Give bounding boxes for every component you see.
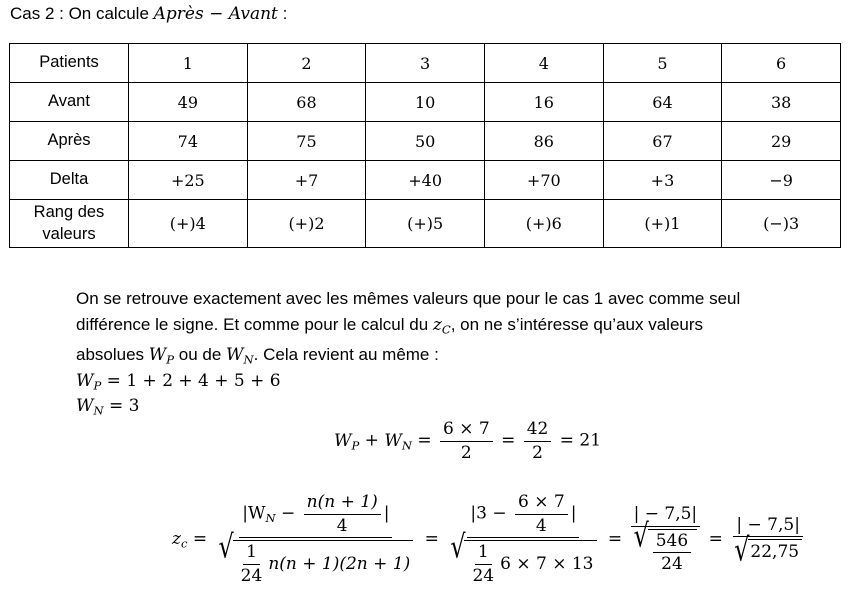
table-cell: (+)4 bbox=[129, 200, 248, 248]
row-label: Avant bbox=[10, 83, 129, 122]
table-cell: 6 bbox=[722, 44, 841, 83]
table-row bbox=[10, 44, 841, 83]
wn-formula: $W_N = 3$ bbox=[76, 396, 140, 418]
row-label: Après bbox=[10, 122, 129, 161]
table-cell: 68 bbox=[247, 83, 366, 122]
total-formula: $W_P + W_N$ = $\frac{6 \times 7}{2}$ = $\frac{42}{2}$ = 21 bbox=[334, 419, 602, 463]
zc-formula: $z_c$ = $|W_N$ − $\frac{n(n + 1)}{4}$ | √ $\frac{1}{24}$ n(n + 1)(2n + 1) = |3 − $\frac{6 \times 7}{4}$ | √ $\frac{1}{24}$ 6 × 7 × 13 = | − 7,5| √ $\frac{546}{24}$ = | − 7,5| √ 22,75 bbox=[172, 493, 808, 586]
row-label: Delta bbox=[10, 161, 129, 200]
heading-prefix: Cas 2 : On calcule bbox=[10, 4, 154, 23]
table-cell: 4 bbox=[484, 44, 603, 83]
table-cell: (−)3 bbox=[722, 200, 841, 248]
patients-table bbox=[9, 43, 841, 248]
paragraph-line-1: On se retrouve exactement avec les mêmes valeurs que pour le cas 1 avec comme seul bbox=[76, 289, 741, 308]
table-cell: 29 bbox=[722, 122, 841, 161]
section-heading bbox=[10, 4, 287, 24]
table-cell: 86 bbox=[484, 122, 603, 161]
table-cell: 50 bbox=[366, 122, 485, 161]
table-cell: 1 bbox=[129, 44, 248, 83]
paragraph-line-3: absolues $W_P$ ou de $W_N$. Cela revient au même : bbox=[76, 345, 439, 367]
table-row bbox=[10, 200, 841, 248]
table-cell: 2 bbox=[247, 44, 366, 83]
table-cell: 49 bbox=[129, 83, 248, 122]
table-cell: 64 bbox=[603, 83, 722, 122]
table-cell: 38 bbox=[722, 83, 841, 122]
paragraph-line-2: différence le signe. Et comme pour le calcul du $z_C$, on ne s’intéresse qu’aux valeurs bbox=[76, 315, 704, 337]
table-cell: +40 bbox=[366, 161, 485, 200]
table-cell: +25 bbox=[129, 161, 248, 200]
table-cell: 3 bbox=[366, 44, 485, 83]
table-cell: (+)5 bbox=[366, 200, 485, 248]
table-cell: 74 bbox=[129, 122, 248, 161]
table-row bbox=[10, 122, 841, 161]
table-row bbox=[10, 83, 841, 122]
row-label: Rang des valeurs bbox=[10, 200, 129, 248]
wp-formula: $W_P = 1 + 2 + 4 + 5 + 6$ bbox=[76, 371, 281, 393]
table-cell: 5 bbox=[603, 44, 722, 83]
table-cell: 67 bbox=[603, 122, 722, 161]
table-cell: (+)6 bbox=[484, 200, 603, 248]
table-cell: −9 bbox=[722, 161, 841, 200]
table-cell: 10 bbox=[366, 83, 485, 122]
table-cell: 16 bbox=[484, 83, 603, 122]
table-row bbox=[10, 161, 841, 200]
table-cell: +7 bbox=[247, 161, 366, 200]
table-cell: (+)1 bbox=[603, 200, 722, 248]
table-cell: +70 bbox=[484, 161, 603, 200]
table-cell: (+)2 bbox=[247, 200, 366, 248]
row-label: Patients bbox=[10, 44, 129, 83]
table-cell: +3 bbox=[603, 161, 722, 200]
heading-suffix: : bbox=[277, 4, 288, 23]
explanation-paragraph bbox=[76, 286, 836, 373]
table-cell: 75 bbox=[247, 122, 366, 161]
heading-expression: Après − Avant bbox=[153, 4, 278, 24]
